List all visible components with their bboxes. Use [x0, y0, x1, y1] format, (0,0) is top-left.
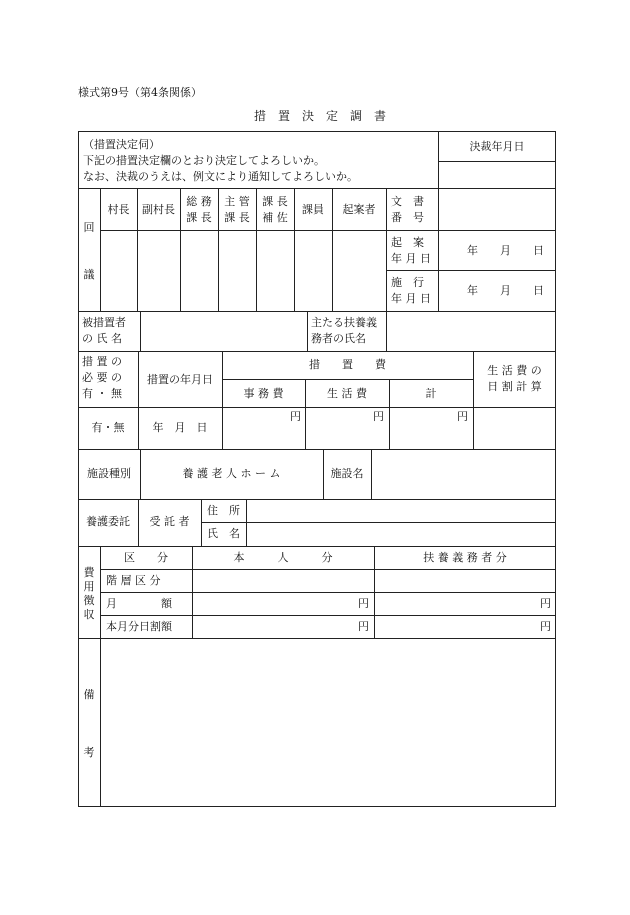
fuyou-label: 主たる扶養義: [311, 316, 377, 329]
header-kachou-hosa: 課 長: [262, 195, 288, 208]
intro-line-3: なお、決裁のうえは、例文により通知してよろしいか。: [83, 170, 358, 183]
shisetsu-shubetsu-value: 養 護 老 人 ホ ー ム: [182, 467, 281, 480]
jimuhi-label: 事 務 費: [243, 387, 284, 400]
nichiwari-label: 本月分日割額: [106, 620, 172, 633]
umu-choice[interactable]: 有・無: [91, 421, 125, 434]
sochi-nengappi-label: 措置の年月日: [147, 373, 213, 386]
hisochi-name-field[interactable]: [142, 313, 305, 349]
decision-date-label: 決裁年月日: [469, 140, 525, 153]
shikou-date: 年 月 日: [467, 284, 544, 297]
shisetsu-shubetsu-label: 施設種別: [87, 467, 131, 480]
shisetsu-name-field[interactable]: [373, 451, 554, 497]
hisochi-label: 被措置者: [82, 316, 126, 329]
jusho-field[interactable]: [248, 501, 554, 521]
form-title: 措 置 決 定 調 書: [253, 109, 386, 123]
sochi-hitsuyou-label: 措 置 の: [82, 355, 122, 368]
header-fukusonchou: 副村長: [142, 203, 175, 216]
fuyousha-label: 扶 養 義 務 者 分: [423, 551, 507, 564]
bikou-label-bottom: 考: [83, 746, 95, 759]
kaigi-label-bottom: 議: [83, 268, 95, 281]
intro-line-2: 下記の措置決定欄のとおり決定してよろしいか。: [83, 154, 325, 167]
shisetsu-mei-label: 施設名: [330, 467, 364, 480]
header-soumu: 総 務: [186, 195, 212, 208]
sochi-date: 年 月 日: [152, 421, 208, 434]
kei-yen: 円: [457, 410, 468, 423]
honnin-label: 本 人 分: [233, 551, 333, 564]
header-shukan: 主 管: [224, 195, 250, 208]
shimei-label: 氏 名: [207, 527, 240, 540]
kaisou-label: 階 層 区 分: [106, 574, 161, 587]
form-number: 様式第9号（第4条関係）: [78, 86, 202, 99]
jimuhi-yen: 円: [290, 410, 301, 423]
getsugaku-label: 月 額: [106, 597, 172, 610]
seikatsuhi-yen: 円: [373, 410, 384, 423]
bunsho-label: 文 書: [391, 195, 424, 208]
kei-label: 計: [425, 387, 437, 400]
nichiwari-fuyou-yen: 円: [540, 620, 551, 633]
hiyou-label: 費: [83, 566, 95, 579]
kaigi-label-top: 回: [83, 221, 95, 234]
getsugaku-honnin-yen: 円: [358, 597, 369, 610]
intro-line-1: （措置決定伺）: [83, 138, 160, 151]
seikatsuhi-label: 生 活 費: [327, 387, 367, 400]
kubun-label: 区 分: [124, 551, 168, 564]
bikou-label-top: 備: [83, 688, 95, 701]
shimei-field[interactable]: [248, 524, 554, 544]
kian-date: 年 月 日: [467, 244, 544, 257]
sochihi-label: 措 置 費: [309, 358, 386, 371]
jutakusha-label: 受 託 者: [149, 515, 190, 528]
nichiwari-honnin-yen: 円: [358, 620, 369, 633]
header-kain: 課員: [302, 203, 324, 216]
nichiwari-label: 生 活 費 の: [487, 364, 542, 377]
bikou-field[interactable]: [102, 640, 554, 805]
itaku-label: 養護委託: [86, 515, 130, 528]
fuyou-name-field[interactable]: [388, 313, 554, 349]
jusho-label: 住 所: [207, 504, 240, 517]
shikou-label: 施 行: [391, 276, 424, 289]
decision-date-field[interactable]: [440, 163, 554, 186]
header-sonchou: 村長: [107, 203, 130, 216]
getsugaku-fuyou-yen: 円: [540, 597, 551, 610]
kian-label: 起 案: [391, 236, 424, 249]
header-kiansha: 起案者: [342, 203, 376, 216]
